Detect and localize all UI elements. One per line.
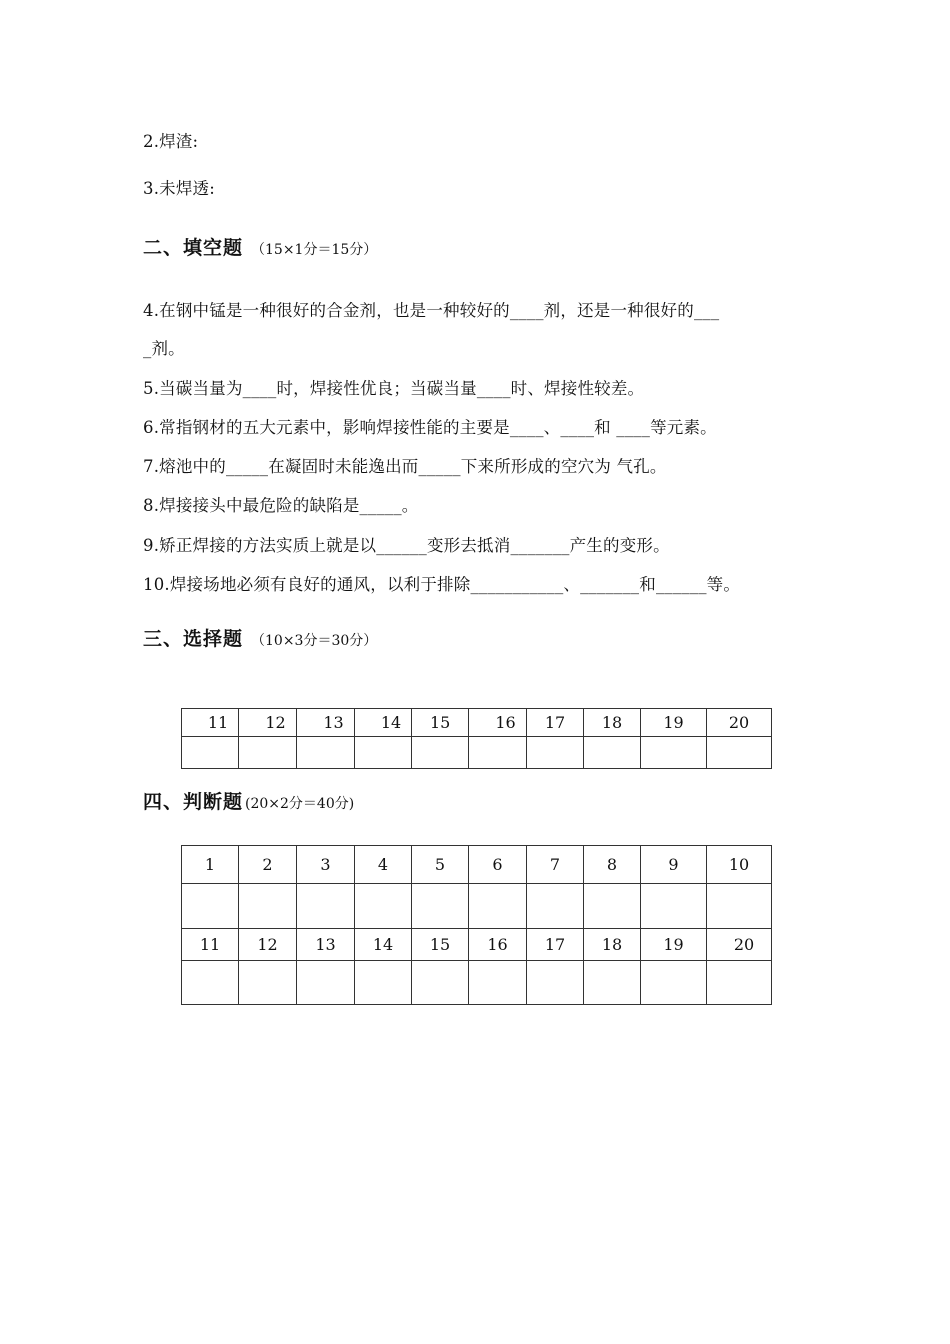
judgment-answer-cell[interactable] [641, 884, 707, 929]
section-4-score: (20×2分＝40分) [245, 796, 355, 812]
choice-answer-cell[interactable] [469, 737, 527, 769]
judgment-answer-cell[interactable] [239, 884, 297, 929]
choice-number-row [182, 709, 772, 737]
choice-number-cell: 12 [239, 709, 297, 737]
judgment-number-cell: 19 [641, 929, 707, 961]
judgment-number-cell: 9 [641, 846, 707, 884]
choice-number-cell: 20 [707, 709, 772, 737]
section-3-heading [143, 624, 377, 651]
choice-number-cell: 15 [412, 709, 469, 737]
judgment-number-cell: 11 [182, 929, 239, 961]
judgment-answer-cell[interactable] [412, 961, 469, 1005]
judgment-answer-cell[interactable] [584, 961, 641, 1005]
choice-number-cell: 18 [584, 709, 641, 737]
choice-number-cell: 11 [182, 709, 239, 737]
judgment-answer-row-2 [182, 961, 772, 1005]
judgment-answer-cell[interactable] [412, 884, 469, 929]
judgment-answer-cell[interactable] [707, 961, 772, 1005]
judgment-number-cell: 17 [527, 929, 584, 961]
question-4-line-2: _剂。 [143, 339, 185, 358]
section-2-score: （15×1分＝15分） [251, 242, 378, 258]
judgment-number-cell: 13 [297, 929, 355, 961]
section-2-title: 二、填空题 [143, 237, 244, 259]
judgment-number-cell: 7 [527, 846, 584, 884]
question-10: 10.焊接场地必须有良好的通风，以利于排除___________、_______和______等。 [143, 575, 741, 594]
judgment-number-cell: 12 [239, 929, 297, 961]
judgment-answer-cell[interactable] [584, 884, 641, 929]
judgment-number-cell: 10 [707, 846, 772, 884]
judgment-answer-cell[interactable] [182, 961, 239, 1005]
choice-answer-cell[interactable] [707, 737, 772, 769]
judgment-answer-cell[interactable] [641, 961, 707, 1005]
judgment-number-cell: 6 [469, 846, 527, 884]
judgment-number-cell: 18 [584, 929, 641, 961]
judgment-answer-cell[interactable] [355, 884, 412, 929]
judgment-number-cell: 8 [584, 846, 641, 884]
judgment-answer-cell[interactable] [297, 961, 355, 1005]
choice-answer-cell[interactable] [182, 737, 239, 769]
question-6: 6.常指钢材的五大元素中，影响焊接性能的主要是____、____和 ____等元素。 [143, 418, 717, 437]
judgment-answer-cell[interactable] [355, 961, 412, 1005]
choice-number-cell: 16 [469, 709, 527, 737]
judgment-number-cell: 16 [469, 929, 527, 961]
question-9: 9.矫正焊接的方法实质上就是以______变形去抵消_______产生的变形。 [143, 536, 670, 555]
section-4-heading [143, 787, 354, 814]
judgment-number-cell: 20 [707, 929, 772, 961]
choice-number-cell: 17 [527, 709, 584, 737]
judgment-number-cell: 4 [355, 846, 412, 884]
choice-answer-cell[interactable] [527, 737, 584, 769]
choice-number-cell: 14 [355, 709, 412, 737]
section-4-title: 四、判断题 [143, 791, 244, 813]
definition-item-2: 2.焊渣: [143, 132, 199, 151]
judgment-answer-table [181, 845, 772, 1005]
judgment-answer-cell[interactable] [527, 884, 584, 929]
judgment-number-cell: 5 [412, 846, 469, 884]
judgment-answer-cell[interactable] [182, 884, 239, 929]
judgment-answer-row-1 [182, 884, 772, 929]
judgment-number-row-1 [182, 846, 772, 884]
judgment-number-cell: 15 [412, 929, 469, 961]
judgment-answer-cell[interactable] [527, 961, 584, 1005]
choice-answer-cell[interactable] [239, 737, 297, 769]
judgment-number-cell: 2 [239, 846, 297, 884]
question-5: 5.当碳当量为____时，焊接性优良；当碳当量____时、焊接性较差。 [143, 379, 645, 398]
choice-answer-row [182, 737, 772, 769]
section-2-heading [143, 233, 377, 260]
definition-item-3: 3.未焊透: [143, 179, 216, 198]
judgment-number-cell: 3 [297, 846, 355, 884]
section-3-score: （10×3分＝30分） [251, 633, 378, 649]
judgment-answer-cell[interactable] [469, 884, 527, 929]
choice-answer-cell[interactable] [584, 737, 641, 769]
judgment-answer-cell[interactable] [707, 884, 772, 929]
judgment-number-cell: 14 [355, 929, 412, 961]
choice-answer-cell[interactable] [297, 737, 355, 769]
judgment-answer-cell[interactable] [297, 884, 355, 929]
question-8: 8.焊接接头中最危险的缺陷是_____。 [143, 496, 419, 515]
choice-answer-cell[interactable] [355, 737, 412, 769]
question-7: 7.熔池中的_____在凝固时未能逸出而_____下来所形成的空穴为 气孔。 [143, 457, 667, 476]
question-4-line-1: 4.在钢中锰是一种很好的合金剂，也是一种较好的____剂，还是一种很好的___ [143, 301, 720, 320]
judgment-answer-cell[interactable] [239, 961, 297, 1005]
choice-number-cell: 13 [297, 709, 355, 737]
choice-answer-table [181, 708, 772, 769]
section-3-title: 三、选择题 [143, 628, 244, 650]
choice-answer-cell[interactable] [412, 737, 469, 769]
judgment-number-cell: 1 [182, 846, 239, 884]
judgment-number-row-2 [182, 929, 772, 961]
choice-answer-cell[interactable] [641, 737, 707, 769]
judgment-answer-cell[interactable] [469, 961, 527, 1005]
choice-number-cell: 19 [641, 709, 707, 737]
